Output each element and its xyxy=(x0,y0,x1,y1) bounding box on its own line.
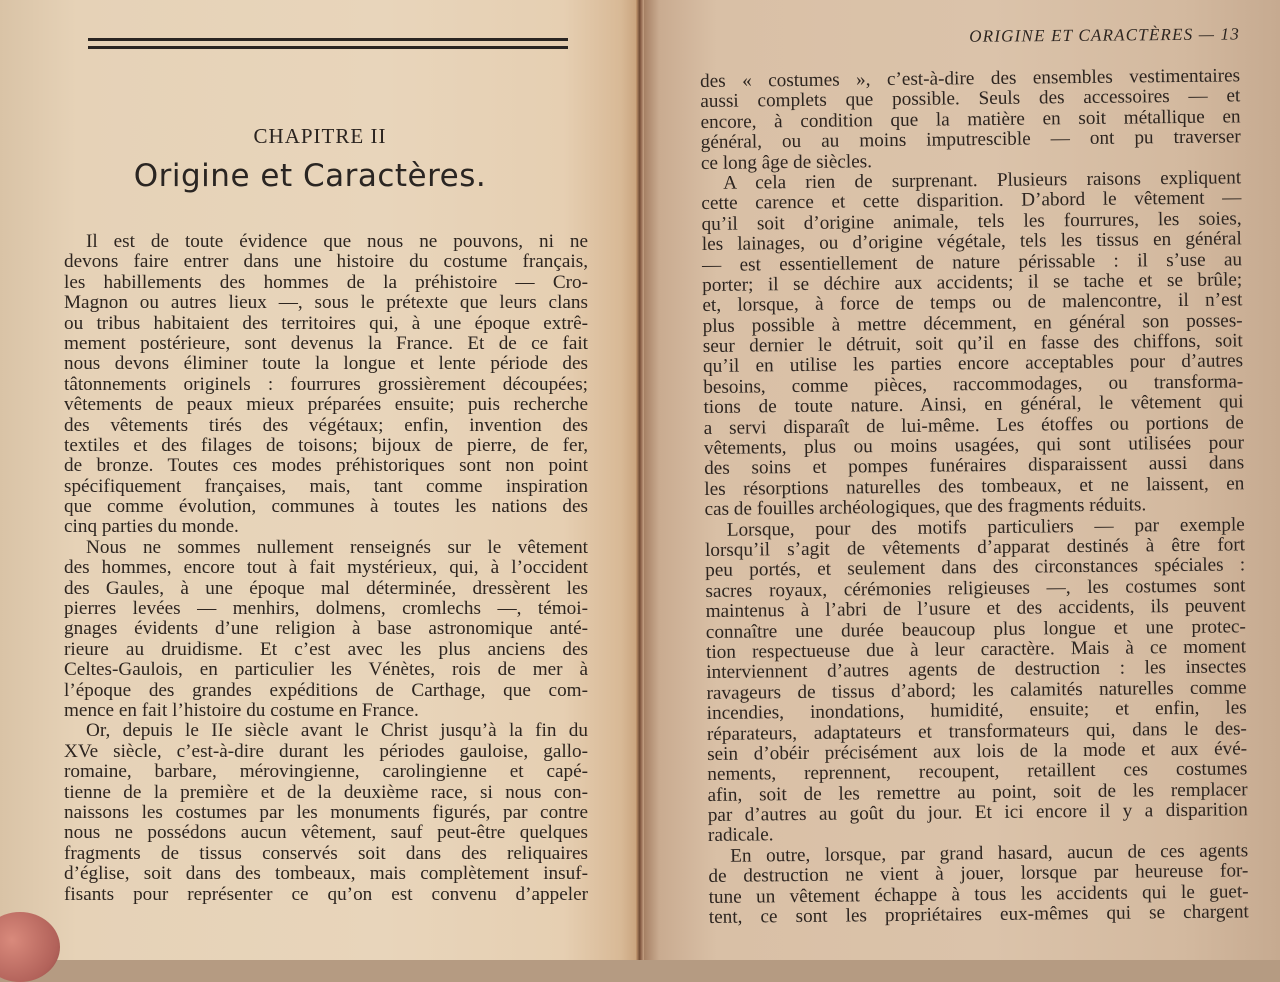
text-line: ou tribus habitaient des territoires qui, à une époque extrê- xyxy=(64,312,588,334)
text-line: encore, à condition que la matière en soit métallique en xyxy=(700,106,1241,133)
text-line: connaître une durée beaucoup plus longue et une protec- xyxy=(705,615,1246,643)
text-line: lorsqu’il s’agit de vêtements d’apparat destinés à être fort xyxy=(704,534,1246,561)
left-body-text xyxy=(64,232,588,905)
text-line: devons faire entrer dans une histoire du costume français, xyxy=(64,251,588,273)
decorative-rule-bottom xyxy=(88,46,568,49)
text-line: réparateurs, adaptateurs et transformateurs qui, dans le des- xyxy=(706,717,1248,745)
chapter-title: Origine et Caractères. xyxy=(133,158,487,194)
text-line: des soins et pompes funéraires disparaissent aussi dans xyxy=(704,452,1245,480)
left-page xyxy=(0,0,640,960)
text-line: spécifiquement françaises, mais, tant comme inspiration xyxy=(64,475,588,497)
text-line: par d’autres au goût du jour. Et ici encore il y a disparition xyxy=(707,799,1248,827)
text-line: mence en fait l’histoire du costume en France. xyxy=(64,699,419,721)
text-line: des Gaules, à une époque mal déterminée, dressèrent les xyxy=(64,577,588,599)
text-line: Nous ne sommes nullement renseignés sur le vêtement xyxy=(86,536,588,558)
text-line: général, ou au moins imputrescible — ont pu traverser xyxy=(700,126,1241,154)
text-line: XVe siècle, c’est-à-dire durant les périodes gauloise, gallo- xyxy=(64,740,588,762)
paragraph xyxy=(701,168,1245,520)
chapter-label: CHAPITRE II xyxy=(253,124,387,148)
text-line: incendies, inondations, humidité, ensuite; et enfin, les xyxy=(706,697,1247,725)
text-line: que comme évolution, communes à toutes les nations des xyxy=(64,496,588,518)
text-line: des « costumes », c’est-à-dire des ensembles vestimentaires xyxy=(699,65,1241,92)
text-line: tion respectueuse due à leur caractère. Mais à ce moment xyxy=(705,636,1247,663)
text-line: Il est de toute évidence que nous ne pouvons, ni ne xyxy=(86,231,588,252)
text-line: les lainages, ou d’origine végétale, tels les tissus en général xyxy=(701,228,1242,256)
text-line: tienne de la première et de la deuxième race, si nous con- xyxy=(64,781,588,803)
text-line: interviennent d’autres agents de destruction : les insectes xyxy=(706,656,1247,684)
text-line: peu portés, et seulement dans des circonstances spéciales : xyxy=(705,554,1246,582)
text-line: gnages évidents d’une religion à base astronomique anté- xyxy=(64,618,588,640)
text-line: aussi complets que possible. Seuls des accessoires — et xyxy=(700,85,1241,113)
text-line: tâtonnements originels : fourrures grossièrement découpées; xyxy=(64,373,588,395)
text-line: cinq parties du monde. xyxy=(64,516,239,538)
text-line: a servi disparaît de lui-même. Les étoffes ou portions de xyxy=(703,411,1244,439)
text-line: seur dernier le détruit, soit qu’il en fasse des chiffons, soit xyxy=(702,330,1243,358)
text-line: maintenus à l’abri de l’usure et des accidents, ils peuvent xyxy=(705,595,1246,623)
text-line: radicale. xyxy=(707,824,774,847)
text-line: sein d’obéir précisément aux lois de la mode et aux évé- xyxy=(707,738,1248,765)
text-line: afin, soit de les remettre au point, soit de les remplacer xyxy=(707,778,1248,806)
text-line: Or, depuis le IIe siècle avant le Christ jusqu’à la fin du xyxy=(86,720,588,742)
decorative-rule-top xyxy=(88,38,568,41)
running-head: ORIGINE ET CARACTÈRES — 13 xyxy=(969,24,1241,46)
right-body-text xyxy=(700,66,1249,928)
text-line: nous ne possédons aucun vêtement, sauf peut-être quelques xyxy=(64,822,588,844)
text-line: Celtes-Gaulois, en particulier les Vénètes, rois de mer à xyxy=(64,659,588,681)
text-line: nous devons éliminer toute la longue et lente période des xyxy=(64,353,588,375)
text-line: qu’il soit d’origine animale, tels les fourrures, les soies, xyxy=(701,208,1242,235)
text-line: qu’il en utilise les parties encore acceptables pour d’autres xyxy=(702,350,1244,378)
text-line: des vêtements tirés des végétaux; enfin, invention des xyxy=(64,414,588,436)
text-line: porter; il se déchire aux accidents; il se tache et se brûle; xyxy=(702,269,1243,296)
text-line: A cela rien de surprenant. Plusieurs raisons expliquent xyxy=(723,167,1242,194)
text-line: d’église, soit dans des tombeaux, mais complètement insuf- xyxy=(64,863,588,885)
text-line: les résorptions naturelles des tombeaux, et ne laissent, en xyxy=(704,473,1245,500)
text-line: tent, ce sont les propriétaires eux-mêmes qui se chargent xyxy=(708,901,1249,928)
text-line: nements, reprennent, recoupent, retaillent ces costumes xyxy=(707,758,1248,786)
paragraph xyxy=(64,232,588,538)
text-line: pierres levées — menhirs, dolmens, cromlechs —, témoi- xyxy=(64,598,588,620)
text-line: mement postérieure, sont devenus la France. Et de ce fait xyxy=(64,332,588,354)
text-line: ce long âge de siècles. xyxy=(700,150,873,174)
text-line: — est essentiellement de nature périssable : il s’use au xyxy=(701,248,1243,276)
text-line: En outre, lorsque, par grand hasard, aucun de ces agents xyxy=(730,840,1249,867)
text-line: de destruction ne vient à jouer, lorsque par heureuse for- xyxy=(708,860,1249,888)
text-line: sacres royaux, cérémonies religieuses —, les costumes sont xyxy=(705,575,1246,602)
text-line: l’époque des grandes expéditions de Carthage, que com- xyxy=(64,679,588,701)
paragraph xyxy=(64,721,588,905)
text-line: tions de toute nature. Ainsi, en général, le vêtement qui xyxy=(703,391,1244,419)
text-line: cas de fouilles archéologiques, que des fragments réduits. xyxy=(704,494,1147,521)
text-line: fisants pour représenter ce qu’on est convenu d’appeler xyxy=(64,883,588,905)
paragraph xyxy=(708,841,1249,928)
text-line: besoins, comme pièces, raccommodages, ou transforma- xyxy=(703,371,1244,398)
text-line: les habillements des hommes de la préhistoire — Cro- xyxy=(64,271,588,293)
text-line: plus possible à mettre décemment, en général son posses- xyxy=(702,310,1243,337)
book-gutter xyxy=(636,0,644,960)
paragraph xyxy=(64,538,588,722)
text-line: Lorsque, pour des motifs particuliers — par exemple xyxy=(726,513,1245,541)
text-line: de bronze. Toutes ces modes préhistoriques sont non point xyxy=(64,455,588,477)
paragraph xyxy=(705,515,1248,847)
text-line: fragments de tissus conservés soit dans des reliquaires xyxy=(64,842,588,864)
text-line: romaine, barbare, mérovingienne, carolingienne et capé- xyxy=(64,761,588,783)
text-line: vêtements, plus ou moins usagées, qui sont utilisées pour xyxy=(703,432,1245,460)
text-line: textiles et des filages de toisons; bijoux de pierre, de fer, xyxy=(64,434,588,456)
paragraph xyxy=(700,66,1241,174)
text-line: Magnon ou autres lieux —, sous le prétexte que leurs clans xyxy=(64,292,588,314)
text-line: cette carence et cette disparition. D’abord le vêtement — xyxy=(701,187,1242,215)
text-line: rieure au druidisme. Et c’est avec les plus anciens des xyxy=(64,638,588,660)
text-line: tune un vêtement échappe à tous les accidents qui le guet- xyxy=(708,880,1249,908)
text-line: naissons les costumes par les monuments figurés, par contre xyxy=(64,801,588,823)
text-line: vêtements de peaux mieux préparées ensuite; puis recherche xyxy=(64,394,588,416)
text-line: et, lorsque, à force de temps ou de malencontre, il n’est xyxy=(702,289,1243,317)
text-line: ravageurs de tissus d’abord; les calamités naturelles comme xyxy=(706,677,1247,704)
text-line: des hommes, encore tout à fait mystérieux, qui, à l’occident xyxy=(64,557,588,579)
